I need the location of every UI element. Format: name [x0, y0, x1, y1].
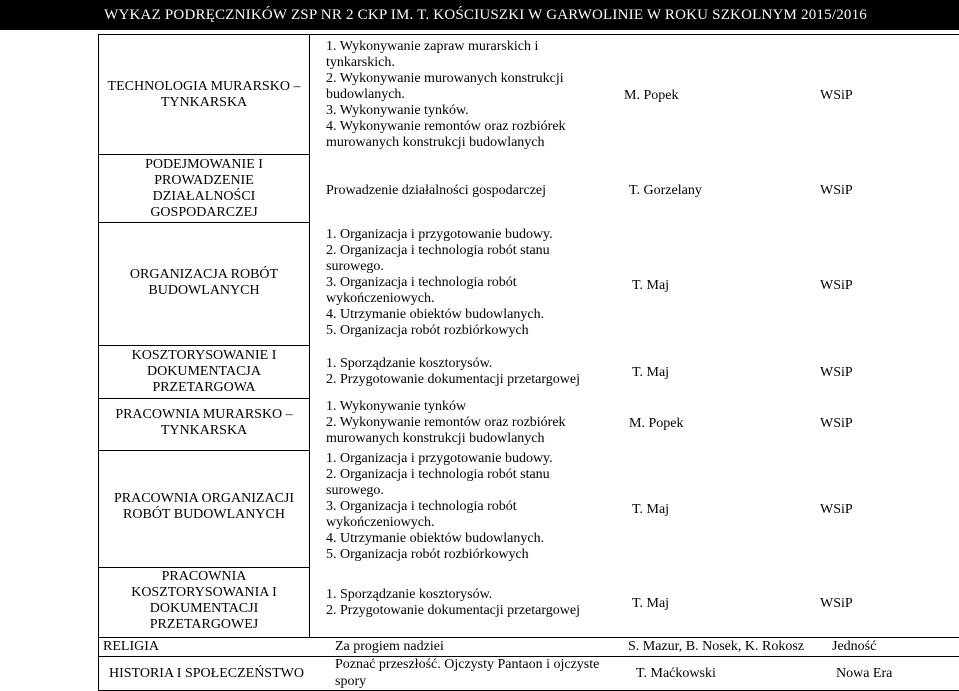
title-line: 5. Organizacja robót rozbiórkowych	[326, 547, 529, 562]
title-line: 2. Wykonywanie remontów oraz rozbiórek	[326, 415, 566, 430]
title-line: 3. Organizacja i technologia robót	[326, 275, 517, 290]
title-cell	[326, 39, 636, 151]
title-line: 1. Wykonywanie zapraw murarskich i	[326, 39, 539, 54]
subject-cell: RELIGIA	[103, 639, 159, 654]
title-line: wykończeniowych.	[326, 515, 435, 530]
subject-line: TYNKARSKA	[160, 423, 248, 438]
title-line: Poznać przeszłość. Ojczysty Pantaon i ojczyste	[335, 657, 600, 672]
title-line: murowanych konstrukcji budowlanych	[326, 135, 545, 150]
author-cell: T. Maj	[632, 596, 670, 611]
subject-line: PROWADZENIE	[154, 173, 254, 188]
row-divider	[99, 450, 310, 451]
title-line: 1. Wykonywanie tynków	[326, 399, 467, 414]
subject-cell	[99, 491, 309, 523]
subject-line: ROBÓT BUDOWLANYCH	[123, 507, 285, 522]
title-line: 2. Organizacja i technologia robót stanu	[326, 243, 550, 258]
publisher-cell: WSiP	[820, 416, 853, 431]
subject-line: PRACOWNIA ORGANIZACJI	[113, 491, 295, 506]
subject-line: TECHNOLOGIA MURARSKO –	[107, 79, 301, 94]
table-row-historia	[98, 656, 959, 691]
title-cell: Za progiem nadziei	[335, 639, 444, 654]
title-line: 1. Sporządzanie kosztorysów.	[326, 356, 493, 371]
title-line: 4. Utrzymanie obiektów budowlanych.	[326, 531, 545, 546]
subject-line: BUDOWLANYCH	[148, 283, 260, 298]
subject-cell	[99, 267, 309, 299]
author-cell: M. Popek	[624, 88, 679, 103]
title-line: budowlanych.	[326, 87, 405, 102]
subject-line: ORGANIZACJA ROBÓT	[129, 267, 279, 282]
table-row-religia	[98, 637, 959, 657]
publisher-cell: WSiP	[820, 183, 853, 198]
title-line: 2. Przygotowanie dokumentacji przetargowej	[326, 372, 580, 387]
row-divider	[99, 345, 310, 346]
title-line: 2. Przygotowanie dokumentacji przetargowej	[326, 603, 580, 618]
title-line: tynkarskich.	[326, 55, 395, 70]
textbook-table	[98, 34, 959, 638]
title-line: 4. Wykonywanie remontów oraz rozbiórek	[326, 119, 566, 134]
subject-cell	[99, 569, 309, 633]
publisher-cell: WSiP	[820, 365, 853, 380]
title-cell	[326, 399, 636, 447]
title-line: 4. Utrzymanie obiektów budowlanych.	[326, 307, 545, 322]
title-line: 5. Organizacja robót rozbiórkowych	[326, 323, 529, 338]
author-cell: S. Mazur, B. Nosek, K. Rokosz	[628, 639, 804, 654]
author-cell: T. Maj	[632, 502, 670, 517]
subject-line: DOKUMENTACJI	[149, 601, 259, 616]
row-divider	[99, 398, 310, 399]
title-line: 1. Sporządzanie kosztorysów.	[326, 587, 493, 602]
title-line: murowanych konstrukcji budowlanych	[326, 431, 545, 446]
title-line: 2. Wykonywanie murowanych konstrukcji	[326, 71, 564, 86]
row-divider	[99, 222, 310, 223]
title-line: spory	[335, 674, 367, 689]
title-line: 3. Wykonywanie tynków.	[326, 103, 469, 118]
publisher-cell: WSiP	[820, 278, 853, 293]
publisher-cell: Jedność	[832, 639, 877, 654]
subject-line: PRZETARGOWEJ	[149, 617, 259, 632]
publisher-cell: WSiP	[820, 596, 853, 611]
author-cell: T. Gorzelany	[629, 183, 702, 198]
subject-cell	[99, 157, 309, 221]
subject-line: DZIAŁALNOŚCI	[152, 189, 256, 204]
title-line: surowego.	[326, 483, 384, 498]
title-line: Prowadzenie działalności gospodarczej	[326, 183, 547, 198]
title-cell	[326, 356, 636, 388]
author-cell: M. Popek	[629, 416, 684, 431]
subject-line: PODEJMOWANIE I	[145, 157, 263, 172]
author-cell: T. Maj	[632, 278, 670, 293]
title-line: surowego.	[326, 259, 384, 274]
row-divider	[99, 154, 310, 155]
subject-cell	[99, 407, 309, 439]
subject-cell	[99, 348, 309, 396]
page-header	[0, 0, 959, 30]
subject-cell: HISTORIA I SPOŁECZEŃSTWO	[109, 666, 304, 681]
title-cell	[326, 227, 636, 339]
title-cell	[326, 451, 636, 563]
title-line: wykończeniowych.	[326, 291, 435, 306]
subject-line: PRACOWNIA	[161, 569, 247, 584]
page-title: WYKAZ PODRĘCZNIKÓW ZSP NR 2 CKP IM. T. KOŚCIUSZKI W GARWOLINIE W ROKU SZKOLNYM 2015/2016	[104, 7, 867, 23]
subject-cell	[99, 79, 309, 111]
title-cell	[326, 587, 636, 619]
author-cell: T. Maj	[632, 365, 670, 380]
title-line: 1. Organizacja i przygotowanie budowy.	[326, 227, 553, 242]
subject-line: GOSPODARCZEJ	[150, 205, 258, 220]
publisher-cell: WSiP	[820, 502, 853, 517]
publisher-cell: WSiP	[820, 88, 853, 103]
row-divider	[99, 567, 310, 568]
subject-line: PRZETARGOWA	[152, 380, 256, 395]
subject-line: KOSZTORYSOWANIE I	[131, 348, 277, 363]
subject-line: DOKUMENTACJA	[147, 364, 261, 379]
publisher-cell: Nowa Era	[836, 666, 893, 681]
subject-line: PRACOWNIA MURARSKO –	[115, 407, 293, 422]
subject-line: KOSZTORYSOWANIA I	[131, 585, 277, 600]
author-cell: T. Maćkowski	[636, 666, 716, 681]
title-line: 2. Organizacja i technologia robót stanu	[326, 467, 550, 482]
title-line: 3. Organizacja i technologia robót	[326, 499, 517, 514]
title-cell	[335, 656, 599, 690]
title-line: 1. Organizacja i przygotowanie budowy.	[326, 451, 553, 466]
title-cell	[326, 183, 636, 199]
subject-line: TYNKARSKA	[160, 95, 248, 110]
column-divider	[309, 35, 310, 637]
